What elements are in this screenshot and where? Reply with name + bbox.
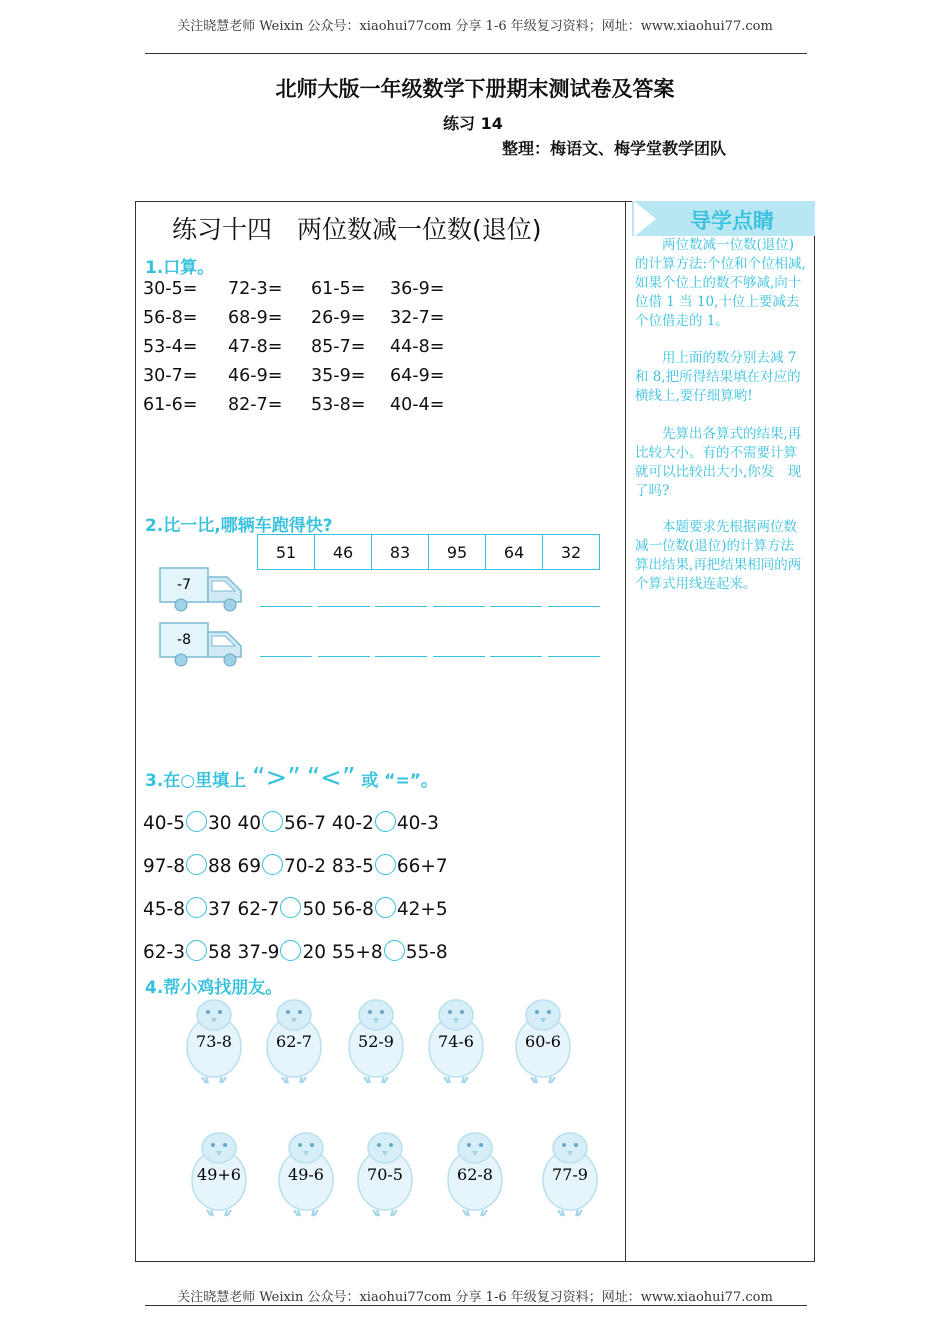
compare-right: 56-7 [283,813,326,834]
compare-left: 40 [237,813,261,834]
compare-left: 83-5 [331,856,374,877]
tip-2: 用上面的数分别去减 7 和 8,把所得结果填在对应的横线上,要仔细算哟! [635,350,801,404]
q3-gt: “>” [252,763,301,793]
chick-label: 49+6 [197,1165,241,1184]
mental-math-item: 30-7= [143,366,198,386]
chick-icon[interactable] [507,995,579,1085]
mental-math-item: 82-7= [228,395,283,415]
mental-math-item: 56-8= [143,308,198,328]
answer-blank[interactable] [318,656,370,657]
q3-or: 或 [361,771,379,791]
chick-icon[interactable] [349,1128,421,1218]
tip-4: 本题要求先根据两位数减一位数(退位)的计算方法算出结果,再把结果相同的两个算式用线连起来。 [635,519,802,592]
answer-blank[interactable] [548,606,600,607]
mental-math-item: 72-3= [228,279,283,299]
footer-rule [145,1305,807,1306]
truck-2-icon [155,620,250,670]
number-cell: 83 [372,535,429,570]
header-rule [145,53,807,54]
chick-icon[interactable] [178,995,250,1085]
compare-right: 40-3 [396,813,439,834]
compare-right: 30 [208,813,232,834]
chick-label: 74-6 [438,1032,474,1051]
compare-right: 50 [302,899,326,920]
q3-end: 。 [420,771,438,791]
compare-row [143,854,448,877]
mental-math-item: 46-9= [228,366,283,386]
compare-row [143,897,448,920]
question-3-label [145,763,438,793]
chick-icon[interactable] [534,1128,606,1218]
compare-circle[interactable] [384,940,405,961]
number-cell: 51 [258,535,315,570]
compare-circle[interactable] [186,854,207,875]
compare-left: 40-2 [331,813,374,834]
compare-circle[interactable] [262,811,283,832]
answer-blank[interactable] [260,656,312,657]
answer-blank[interactable] [548,656,600,657]
q3-prefix: 3.在○里填上 [145,771,247,791]
compare-right: 58 [208,942,232,963]
question-4-label: 4.帮小鸡找朋友。 [145,978,283,998]
chick-icon[interactable] [420,995,492,1085]
tip-1: 两位数减一位数(退位)的计算方法:个位和个位相减,如果个位上的数不够减,向十位借 1 当 10,十位上要减去个位借走的 1。 [635,237,806,329]
compare-left: 62-7 [237,899,280,920]
page-header: 关注晓慧老师 Weixin 公众号：xiaohui77com 分享 1-6 年级复习资料；网址：www.xiaohui77.com [177,19,773,34]
question-1-label: 1.口算。 [145,258,215,278]
compare-row [143,940,448,963]
mental-math-item: 64-9= [390,366,445,386]
mental-math-item: 47-8= [228,337,283,357]
compare-left: 97-8 [143,856,185,877]
compare-left: 56-8 [331,899,374,920]
document-editor: 整理：梅语文、梅学堂教学团队 [502,139,727,158]
answer-blank[interactable] [375,656,427,657]
compare-circle[interactable] [280,897,301,918]
compare-circle[interactable] [186,940,207,961]
mental-math-item: 32-7= [390,308,445,328]
document-subtitle: 练习 14 [443,114,503,133]
compare-circle[interactable] [186,897,207,918]
truck-1-label: -7 [177,577,191,593]
chick-icon[interactable] [340,995,412,1085]
mental-math-item: 26-9= [311,308,366,328]
tip-3: 先算出各算式的结果,再比较大小。有的不需要计算就可以比较出大小,你发 现了吗? [635,426,802,499]
compare-circle[interactable] [280,940,301,961]
compare-left: 69 [237,856,261,877]
number-cell: 64 [486,535,543,570]
chick-label: 49-6 [288,1165,324,1184]
truck-1-icon [155,565,250,615]
compare-right: 66+7 [396,856,448,877]
mental-math-item: 53-8= [311,395,366,415]
answer-blank[interactable] [490,656,542,657]
compare-right: 70-2 [283,856,326,877]
compare-right: 37 [208,899,232,920]
mental-math-item: 61-5= [311,279,366,299]
chick-icon[interactable] [439,1128,511,1218]
answer-blank[interactable] [375,606,427,607]
sidebar-title: 导学点睛 [690,209,774,233]
compare-right: 88 [208,856,232,877]
lesson-title: 练习十四 两位数减一位数(退位) [172,215,542,244]
compare-right: 42+5 [396,899,448,920]
column-divider [625,201,626,1262]
compare-right: 20 [302,942,326,963]
compare-circle[interactable] [186,811,207,832]
compare-row [143,811,439,834]
chick-icon[interactable] [270,1128,342,1218]
page-footer: 关注晓慧老师 Weixin 公众号：xiaohui77com 分享 1-6 年级复习资料；网址：www.xiaohui77.com [177,1290,773,1305]
chick-label: 73-8 [196,1032,232,1051]
document-title: 北师大版一年级数学下册期末测试卷及答案 [275,77,675,101]
chick-icon[interactable] [258,995,330,1085]
q3-eq: “=” [384,771,421,791]
chick-label: 62-8 [457,1165,493,1184]
compare-left: 37-9 [237,942,280,963]
chick-icon[interactable] [183,1128,255,1218]
q3-lt: “<” [306,763,356,793]
mental-math-item: 53-4= [143,337,198,357]
chick-label: 60-6 [525,1032,561,1051]
mental-math-item: 40-4= [390,395,445,415]
chick-label: 52-9 [358,1032,394,1051]
compare-circle[interactable] [262,854,283,875]
compare-left: 45-8 [143,899,185,920]
answer-blank[interactable] [260,606,312,607]
mental-math-item: 61-6= [143,395,198,415]
question-2-label: 2.比一比,哪辆车跑得快? [145,516,333,536]
chick-label: 70-5 [367,1165,403,1184]
sidebar-tab-notch [634,201,656,237]
compare-circle[interactable] [375,897,396,918]
compare-left: 40-5 [143,813,185,834]
mental-math-item: 30-5= [143,279,198,299]
mental-math-item: 85-7= [311,337,366,357]
compare-circle[interactable] [375,854,396,875]
number-cell: 32 [543,535,600,570]
answer-blank[interactable] [433,656,485,657]
chick-label: 77-9 [552,1165,588,1184]
answer-blank[interactable] [433,606,485,607]
number-cell: 46 [315,535,372,570]
compare-left: 62-3 [143,942,185,963]
truck-2-label: -8 [177,632,191,648]
mental-math-item: 68-9= [228,308,283,328]
number-cell: 95 [429,535,486,570]
number-table [257,534,600,570]
compare-circle[interactable] [375,811,396,832]
chick-label: 62-7 [276,1032,312,1051]
mental-math-item: 44-8= [390,337,445,357]
mental-math-item: 35-9= [311,366,366,386]
answer-blank[interactable] [490,606,542,607]
mental-math-item: 36-9= [390,279,445,299]
compare-right: 55-8 [405,942,448,963]
answer-blank[interactable] [318,606,370,607]
compare-left: 55+8 [331,942,383,963]
